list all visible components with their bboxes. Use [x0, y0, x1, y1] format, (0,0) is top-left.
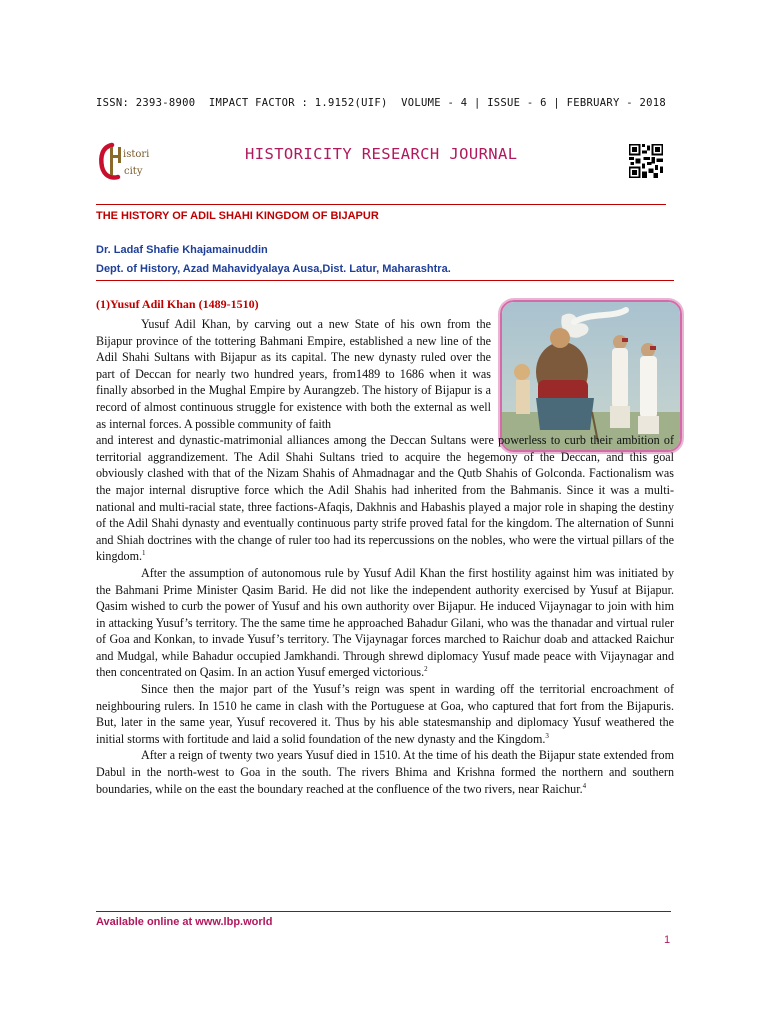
issn-label: ISSN: 2393-8900	[96, 97, 196, 109]
journal-title: HISTORICITY RESEARCH JOURNAL	[245, 145, 518, 163]
paragraph-4	[96, 747, 674, 797]
paragraph-3-text: Since then the major part of the Yusuf’s reign was spent in warding off the territorial encroachment of neighbouring rulers. In 1510 he came in clash with the Portuguese at Goa, who captured that fort from the Bijapuris. But, later in the same year, Yusuf recovered it. Thus by his able statesmanship and diplomacy Yusuf weathered the initial storms with fortitude and laid a solid foundation of the new dynasty and the Kingdom.	[96, 682, 674, 746]
footnote-ref-3: 3	[545, 731, 549, 740]
paragraph-1-rest: and interest and dynastic-matrimonial alliances among the Deccan Sultans were powerless to curb their ambition of territorial aggrandizement. The Adil Shahi Sultans tried to acquire the hegemony of the Deccan, and this goal obviously clashed with that of the Nizam Shahis of Ahmadnagar and the Qutb Shahis of Golconda. Factionalism was the major internal disruptive force which the Adil Shahis had inherited from the Bahmanis. Since it was a multi-national and multi-racial state, three factions-Afaqis, Dakhnis and Habashis played a major role in shaping the destiny of the Adil Shahi dynasty and eventually continuous party strife proved fatal for the kingdom. The alternation of Sunni and Shiah doctrines with the change of ruler too had its repercussions on the nobles, who were the virtual pillars of the kingdom.	[96, 433, 674, 564]
impact-factor-label: IMPACT FACTOR : 1.9152(UIF)	[208, 97, 388, 109]
page-number: 1	[664, 934, 671, 946]
article-title: THE HISTORY OF ADIL SHAHI KINGDOM OF BIJAPUR	[96, 210, 379, 222]
available-online-link[interactable]: Available online at www.lbp.world	[96, 916, 273, 928]
paragraph-2	[96, 565, 674, 681]
header-meta	[96, 97, 666, 109]
footnote-ref-1: 1	[142, 549, 146, 558]
qr-code-icon	[629, 144, 663, 178]
author-affiliation: Dept. of History, Azad Mahavidyalaya Ausa,Dist. Latur, Maharashtra.	[96, 263, 451, 275]
paragraph-4-text: After a reign of twenty two years Yusuf died in 1510. At the time of his death the Bijapur state extended from Dabul in the north-west to Goa in the south. The rivers Bhima and Krishna formed the northern and southern boundaries, while on the east the boundary reached at the confluence of the two rivers, near Raichur.	[96, 748, 674, 796]
footnote-ref-2: 2	[424, 665, 428, 674]
paragraph-2-text: After the assumption of autonomous rule by Yusuf Adil Khan the first hostility against him was initiated by the Bahmani Prime Minister Qasim Barid. He did not like the independent authority exercised by Yusuf at Bijapur. Qasim wished to curb the power of Yusuf and his own authority over Bijapur. He induced Vijaynagar to join with him in attacking Yusuf’s territory. The the same time he approached Bahadur Gilani, who was the thanadar and virtual ruler of Goa and Konkan, to invade Yusuf’s territory. The Vijaynagar forces marched to Raichur doab and attacked Raichur and Mudgal, while Bahadur occupied Jamkhandi. Through shrewd diplomacy Yusuf made peace with Vijaynagar and then concentrated on Qasim. In an action Yusuf emerged victorious.	[96, 565, 674, 680]
historicity-logo	[98, 141, 154, 181]
paragraph-1-wrapped: Yusuf Adil Khan, by carving out a new State of his own from the Bijapur province of the tottering Bahmani Empire, established a new line of the Adil Shahi Sultans with Bijapur as its capital. The new dynasty ruled over the part of Deccan for nearly two hundred years, from1489 to 1686 when it was finally absorbed in the Mughal Empire by Aurangzeb. The history of Bijapur is a record of almost continuous struggle for existence with both the external as well as internal forces. A possible community of faith	[96, 317, 491, 431]
footnote-ref-4: 4	[582, 781, 587, 790]
volume-issue-label: VOLUME - 4 | ISSUE - 6 | FEBRUARY - 2018	[401, 97, 666, 109]
author-block	[96, 241, 451, 279]
section-heading: (1)Yusuf Adil Khan (1489-1510)	[96, 297, 259, 311]
paragraph-1-continued	[96, 432, 674, 565]
article-body	[96, 316, 674, 797]
logo-text-top: istori	[123, 149, 150, 160]
paragraph-3	[96, 681, 674, 747]
logo-text-bottom: city	[124, 166, 143, 177]
author-name: Dr. Ladaf Shafie Khajamainuddin	[96, 244, 268, 256]
header-divider	[96, 204, 666, 205]
footer-divider	[96, 911, 671, 912]
author-divider	[96, 280, 674, 281]
